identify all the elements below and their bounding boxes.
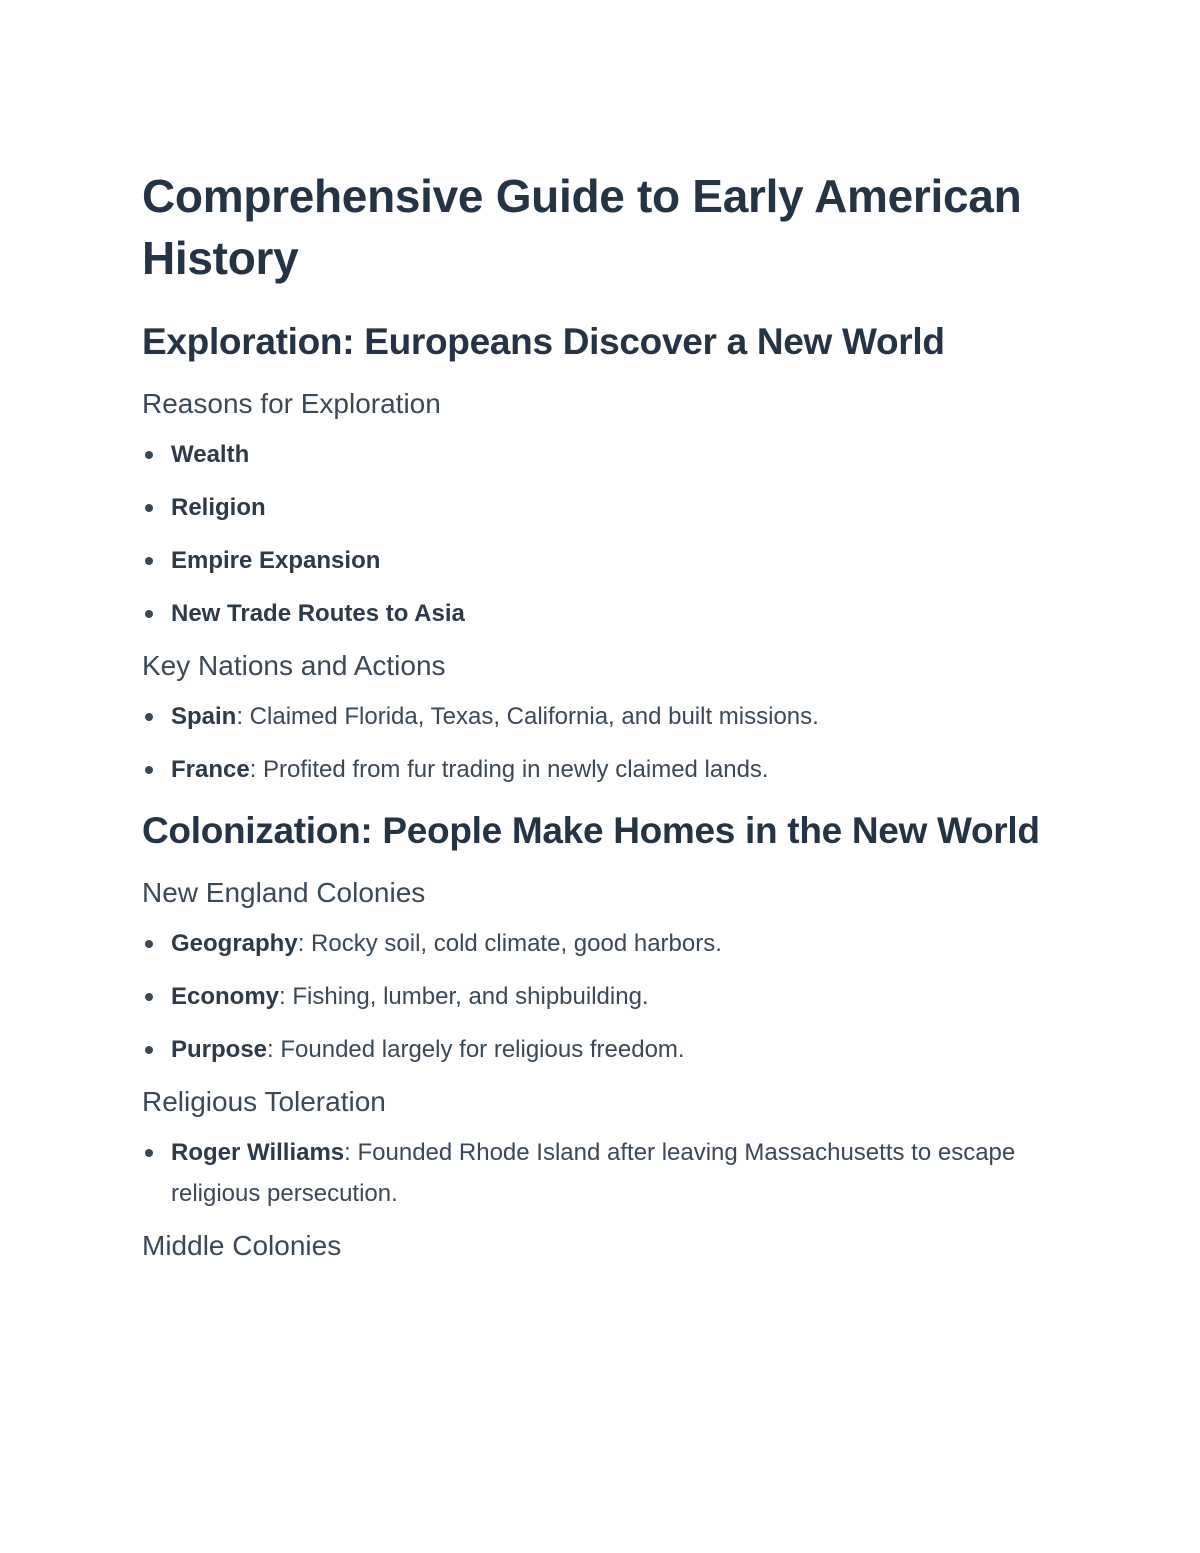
subsection-heading-middle-colonies: Middle Colonies [142, 1230, 342, 1261]
bullet-icon [145, 713, 153, 721]
bullet-icon [145, 557, 153, 565]
list-item: New Trade Routes to Asia [142, 593, 1042, 634]
bullet-icon [145, 451, 153, 459]
list-item: Purpose: Founded largely for religious freedom. [142, 1029, 1042, 1070]
list-item: Geography: Rocky soil, cold climate, good harbors. [142, 923, 1042, 964]
section-heading-colonization: Colonization: People Make Homes in the New World [142, 810, 1040, 851]
subsection-heading-new-england: New England Colonies [142, 877, 426, 908]
document-title: Comprehensive Guide to Early American History [142, 170, 1022, 284]
list-item: Empire Expansion [142, 540, 1042, 581]
list-item: Roger Williams: Founded Rhode Island after leaving Massachusetts to escape religious persecution. [142, 1132, 1042, 1214]
document-page [142, 165, 1042, 1276]
religious-toleration-list [142, 1132, 1042, 1214]
reasons-list [142, 434, 1042, 634]
subsection-heading-religious-toleration: Religious Toleration [142, 1086, 386, 1117]
list-item: Economy: Fishing, lumber, and shipbuilding. [142, 976, 1042, 1017]
bullet-icon [145, 766, 153, 774]
list-item: Wealth [142, 434, 1042, 475]
bullet-icon [145, 1046, 153, 1054]
bullet-icon [145, 940, 153, 948]
list-item: Religion [142, 487, 1042, 528]
section-heading-exploration: Exploration: Europeans Discover a New World [142, 321, 945, 362]
bullet-icon [145, 610, 153, 618]
bullet-icon [145, 993, 153, 1001]
bullet-icon [145, 1149, 153, 1157]
subsection-heading-key-nations: Key Nations and Actions [142, 650, 446, 681]
bullet-icon [145, 504, 153, 512]
key-nations-list [142, 696, 1042, 790]
list-item: France: Profited from fur trading in newly claimed lands. [142, 749, 1042, 790]
subsection-heading-reasons: Reasons for Exploration [142, 388, 441, 419]
new-england-list [142, 923, 1042, 1070]
list-item: Spain: Claimed Florida, Texas, California, and built missions. [142, 696, 1042, 737]
